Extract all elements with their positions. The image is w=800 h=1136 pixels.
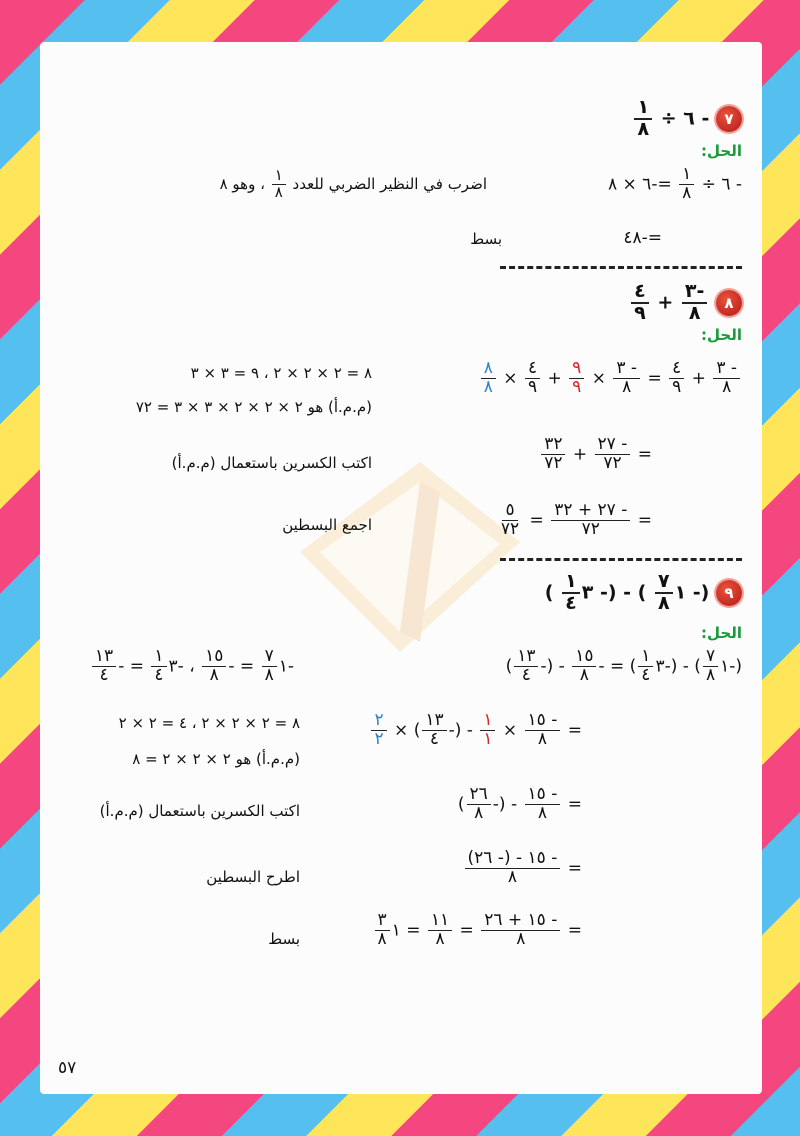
p7-line-1-note: اضرب في النظير الضربي للعدد $\frac{١}{٨}$ ، وهو ٨ bbox=[219, 166, 487, 201]
solution-label-8: الحل: bbox=[701, 326, 742, 344]
divider-2 bbox=[500, 558, 742, 561]
p9-line-2: = $\frac{- ١٥}{٨}$ × $\frac{١}{١}$ - (- $\frac{١٣}{٤}$ ) × $\frac{٢}{٢}$ bbox=[369, 712, 582, 749]
divider-1 bbox=[500, 266, 742, 269]
p8-line-2-note: اكتب الكسرين باستعمال (م.م.أ) bbox=[171, 454, 372, 472]
problem-9-header: ٩ (- ١ $\frac{٧}{٨}$ ) - (- ٣ $\frac{١}{٤}$ ) bbox=[545, 572, 742, 614]
solution-label-9: الحل: bbox=[701, 624, 742, 642]
problem-9-badge: ٩ bbox=[716, 580, 742, 606]
p9-line-4-note: اطرح البسطين bbox=[206, 868, 300, 886]
p8-line-2: = $\frac{- ٢٧}{٧٢}$ + $\frac{٣٢}{٧٢}$ bbox=[539, 436, 652, 473]
p8-note-1: ٨ = ٢ × ٢ × ٢ ، ٩ = ٣ × ٣ bbox=[190, 364, 372, 382]
p8-note-2: (م.م.أ) هو ٢ × ٢ × ٢ × ٣ × ٣ = ٧٢ bbox=[135, 398, 372, 416]
p9-line-1: (-١ $\frac{٧}{٨}$ ) - (-٣ $\frac{١}{٤}$ ) = - $\frac{١٥}{٨}$ - (- $\frac{١٣}{٤}$ ) bbox=[505, 646, 742, 685]
problem-8-badge: ٨ bbox=[716, 290, 742, 316]
p7-line-2: =-٤٨ bbox=[623, 228, 662, 248]
page-number: ٥٧ bbox=[58, 1058, 77, 1078]
solution-label-7: الحل: bbox=[701, 142, 742, 160]
p7-line-2-note: بسط bbox=[470, 230, 502, 248]
problem-7-badge: ٧ bbox=[716, 106, 742, 132]
problem-7-fraction: $\frac{١}{٨}$ bbox=[634, 98, 652, 140]
p9-line-3: = $\frac{- ١٥}{٨}$ - (- $\frac{٢٦}{٨}$ ) bbox=[457, 784, 582, 823]
p8-line-3: = $\frac{- ٢٧ + ٣٢}{٧٢}$ = $\frac{٥}{٧٢}$ bbox=[500, 500, 652, 539]
worksheet-page bbox=[40, 42, 762, 1094]
p9-note-3: (م.م.أ) هو ٢ × ٢ × ٢ = ٨ bbox=[132, 750, 300, 768]
p8-line-3-note: اجمع البسطين bbox=[282, 516, 372, 534]
p7-line-1: - ٦ ÷ $\frac{١}{٨}$ =-٦ × ٨ bbox=[607, 164, 742, 203]
p9-note-2: ٨ = ٢ × ٢ × ٢ ، ٤ = ٢ × ٢ bbox=[118, 714, 300, 732]
p9-note-1: -١ $\frac{٧}{٨}$ = - $\frac{١٥}{٨}$ ، -٣ $\frac{١}{٤}$ = - $\frac{١٣}{٤}$ bbox=[90, 648, 294, 685]
problem-8-header: ٨ $\frac{-٣}{٨}$ + $\frac{٤}{٩}$ bbox=[629, 282, 742, 324]
p9-line-5: = $\frac{- ١٥ + ٢٦}{٨}$ = $\frac{١١}{٨}$ = ١ $\frac{٣}{٨}$ bbox=[373, 912, 582, 949]
p9-line-4: = $\frac{- ١٥ - (- ٢٦)}{٨}$ bbox=[463, 850, 583, 887]
p9-line-3-note: اكتب الكسرين باستعمال (م.م.أ) bbox=[99, 802, 300, 820]
p9-line-5-note: بسط bbox=[268, 930, 300, 948]
problem-7-header: ٧ - ٦ ÷ $\frac{١}{٨}$ bbox=[632, 98, 742, 140]
p8-line-1: $\frac{- ٣}{٨}$ + $\frac{٤}{٩}$ = $\frac{- ٣}{٨}$ × $\frac{٩}{٩}$ + $\frac{٤}{٩}$ × $\frac{٨}{٨}$ bbox=[479, 360, 742, 397]
